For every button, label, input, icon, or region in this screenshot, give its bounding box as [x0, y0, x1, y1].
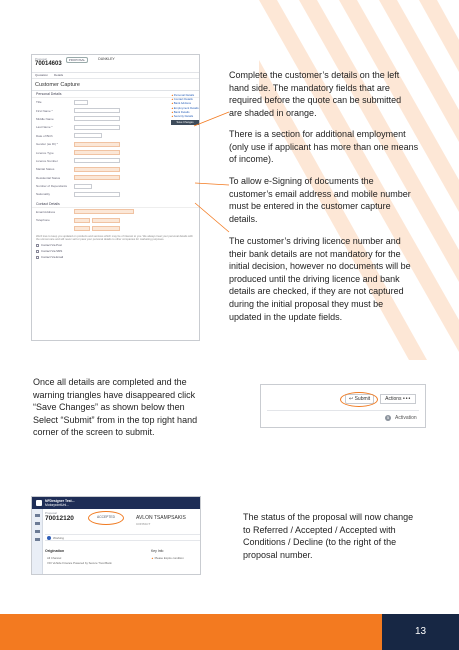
proposal-body: [32, 509, 200, 575]
actions-menu-button[interactable]: Actions •••: [380, 394, 416, 404]
submit-button[interactable]: ↩ Submit: [345, 394, 374, 404]
paragraph-mandatory: Complete the customer’s details on the left hand side. The mandatory fields that are required before the quote can be submitted are shaded in orange.: [229, 70, 402, 118]
app-header: [32, 497, 200, 509]
save-changes-button[interactable]: Save Changes: [171, 120, 199, 125]
title-select[interactable]: [74, 100, 88, 105]
app-title: NFDesigner Test...: [45, 499, 75, 503]
step-label: Activation: [395, 415, 417, 421]
status-badge: ACCEPTED: [94, 514, 118, 520]
form-row: Title: [32, 98, 199, 106]
section-nav: [171, 93, 200, 125]
contact-sms-checkbox[interactable]: Contact Via SMS: [32, 248, 199, 254]
proposal-main: [45, 511, 200, 565]
paragraph-licence-bank: The customer’s driving licence number and their bank details are not mandatory for the initial decision, however no documents will be produced until the driving licence and bank details are checked, if they are not captured during the initial proposal they must be updated in the update fields.: [229, 236, 411, 322]
phone-input[interactable]: [92, 218, 120, 223]
list-icon[interactable]: [35, 538, 40, 541]
action-bar: [261, 385, 425, 404]
origination-lender: VIO Vehicle Finance Powered by Secure Trust Bank: [47, 561, 112, 565]
origination-channel: All Channel: [47, 556, 62, 560]
proposal-number: 70014603: [35, 61, 62, 67]
proposal-number: 70012120: [45, 515, 74, 522]
submit-icon: ↩: [349, 396, 355, 402]
customer-name: AVLON TSAMPSAKIS: [136, 515, 186, 521]
search-icon[interactable]: [35, 522, 40, 525]
origination-heading: Origination: [45, 549, 65, 553]
last-name-input[interactable]: [74, 125, 120, 130]
more-icon: •••: [402, 396, 412, 402]
form-row: [32, 224, 199, 232]
dob-input[interactable]: [74, 133, 102, 138]
tab-quotation[interactable]: Quotation: [35, 73, 49, 77]
email-field[interactable]: [74, 209, 134, 214]
form-row: Residential Status: [32, 174, 199, 182]
step-number-icon: 5: [386, 415, 390, 420]
side-rail: [32, 509, 43, 575]
check-icon: [47, 536, 51, 540]
page-number: 13: [382, 614, 459, 650]
proposal-label: Proposal: [45, 511, 57, 515]
nav-employment-details[interactable]: ▲ Employment Details: [171, 106, 200, 110]
form-row: Date of Birth: [32, 132, 199, 140]
submit-actions-screenshot: [260, 384, 426, 428]
nav-security-details[interactable]: ▲ Security Details: [171, 114, 200, 118]
paragraph-employment: There is a section for additional employment (only use if applicant has more than one means of income).: [229, 129, 419, 165]
tab-details[interactable]: Details: [54, 73, 64, 77]
proposal-header: [32, 55, 199, 73]
form-row: Licence Number: [32, 157, 199, 165]
marital-status-select[interactable]: [74, 167, 120, 172]
nav-bank-details[interactable]: ▲ Bank Details: [171, 110, 200, 114]
customer-capture-screenshot: [31, 54, 200, 341]
form-row: Marital Status: [32, 165, 199, 173]
footer-bar: [0, 614, 459, 650]
nationality-select[interactable]: [74, 192, 120, 197]
app-subtitle: MotorpointUnl...: [45, 503, 69, 507]
form-row: Number of Dependants: [32, 182, 199, 190]
form-row: Nationality: [32, 190, 199, 198]
customer-subtitle: CONTACT: [136, 522, 151, 526]
paragraph-status: The status of the proposal will now change to Referred / Accepted / Accepted with Conditions / Decline (to the right of the proposal number.: [243, 512, 414, 560]
nav-contact-details[interactable]: ▲ Contact Details: [171, 97, 200, 101]
activation-step: [261, 411, 425, 421]
phone-type-select-2[interactable]: [74, 226, 90, 231]
contact-post-checkbox[interactable]: Contact Via Post: [32, 242, 199, 248]
middle-name-input[interactable]: [74, 116, 120, 121]
proposal-badge: PROPOSAL: [66, 57, 89, 63]
form-row: Middle Name: [32, 115, 199, 123]
proposal-label: Proposal: [35, 57, 47, 61]
form-row: Last Name *: [32, 123, 199, 131]
form-row: First Name *: [32, 106, 199, 114]
warning-icon: ▲: [151, 556, 154, 560]
app-logo-icon: [36, 500, 42, 506]
nav-bank-address[interactable]: ▲ Bank Address: [171, 101, 200, 105]
proposal-status-screenshot: [31, 496, 201, 575]
customer-name: DUNKLEY: [98, 57, 115, 61]
key-info-item: ▲ Please Expire condition: [151, 556, 184, 560]
form-row: Gender (as ID) *: [32, 140, 199, 148]
phone-type-select[interactable]: [74, 218, 90, 223]
licence-number-input[interactable]: [74, 158, 120, 163]
home-icon[interactable]: [35, 530, 40, 533]
licence-type-select[interactable]: [74, 150, 120, 155]
contact-section-heading: Contact Details: [32, 201, 199, 208]
dependants-input[interactable]: [74, 184, 92, 189]
working-status-row: Working: [45, 534, 201, 541]
personal-section-heading: Personal Details: [32, 91, 199, 98]
key-info-heading: Key Info: [151, 549, 164, 553]
residential-status-select[interactable]: [74, 175, 120, 180]
consent-text: We'd love to keep you updated on products and services which may be of interest to you. We always treat your personal details with the utmost care and will never sell or pass your personal details to other companies for marketing purposes.: [36, 234, 193, 242]
phone-input-2[interactable]: [92, 226, 120, 231]
form-row: Licence Type: [32, 148, 199, 156]
paragraph-submit: Once all details are completed and the warning triangles have disappeared click “Save Changes” as shown below then Select “Submit” from in the top right hand corner of the screen to submit.: [33, 377, 198, 438]
contact-email-checkbox[interactable]: Contact Via Email: [32, 254, 199, 260]
gender-select[interactable]: [74, 142, 120, 147]
paragraph-esigning: To allow e-Signing of documents the customer’s email address and mobile number must be entered in the customer capture details.: [229, 176, 411, 224]
nav-personal-details[interactable]: ▲ Personal Details: [171, 93, 200, 97]
form-title: Customer Capture: [32, 79, 199, 91]
form-row: Telephone: [32, 216, 199, 224]
form-row: Email Address: [32, 208, 199, 216]
menu-icon[interactable]: [35, 514, 40, 517]
first-name-input[interactable]: [74, 108, 120, 113]
